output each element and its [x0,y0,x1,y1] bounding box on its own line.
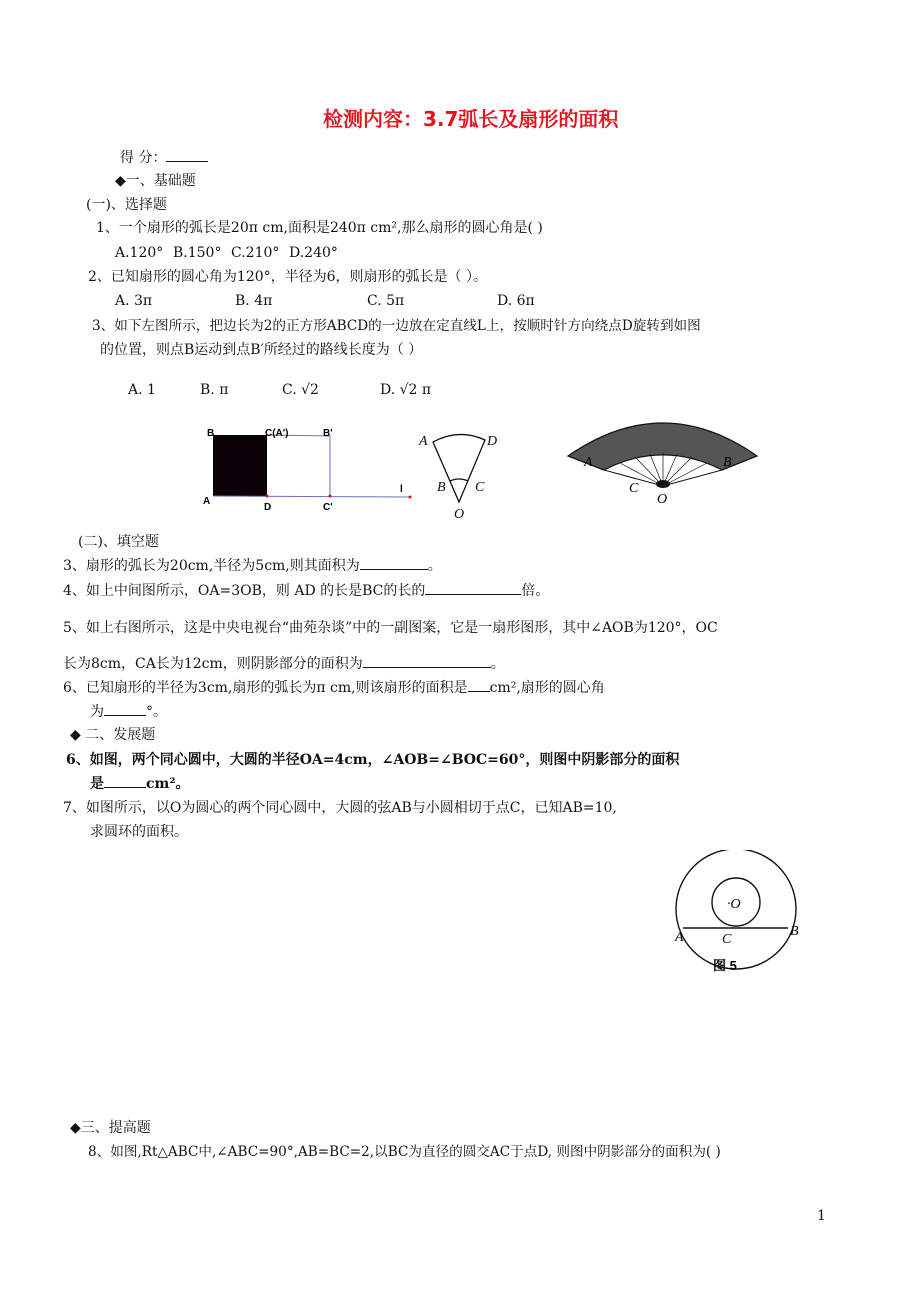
label-a: A [584,455,593,470]
figure-concentric-circles [670,850,800,980]
label-c: C(A') [265,428,289,439]
label-b-prime: B' [323,428,333,439]
label-o: O [657,492,668,507]
question-1: 1、一个扇形的弧长是20π cm,面积是240π cm²,那么扇形的圆心角是( ) [96,220,543,236]
question-text: 6、已知扇形的半径为3cm,扇形的弧长为π cm,则该扇形的面积是 [63,680,468,696]
dev-question-7-line2: 求圆环的面积。 [90,824,188,840]
answer-blank[interactable] [425,582,521,595]
fill-question-3 [63,557,442,575]
option: D. 6π [497,293,535,309]
option: A.120° [115,245,164,261]
question-3-options [128,381,431,399]
punct: °。 [146,704,167,720]
answer-blank[interactable] [468,679,490,692]
figure-fan [568,423,757,507]
question-text: 长为8cm，CA长为12cm，则阴影部分的面积为 [63,656,363,672]
question-text: 是 [90,776,104,792]
answer-blank[interactable] [360,557,428,570]
fill-question-5-line1: 5、如上右图所示，这是中央电视台“曲苑杂谈”中的一副图案，它是一扇形图形，其中∠AOB为120°，OC [63,620,718,636]
option: C. √2 [282,382,319,398]
question-text: 3、扇形的弧长为20cm,半径为5cm,则其面积为 [63,558,360,574]
punct: 。 [490,656,505,672]
label-d: D [264,502,272,513]
label-c: C [629,481,639,496]
question-text: 4、如上中间图所示，OA=3OB，则 AD 的长是BC的长的 [63,583,426,599]
dev-question-6-line2 [90,775,189,793]
figure-caption: 图 5 [713,958,737,973]
score-line [120,149,208,167]
label-l: l [400,484,403,495]
label-a: A [203,496,211,507]
answer-blank[interactable] [104,703,146,716]
figures-row [195,420,775,530]
dev-question-6-line1: 6、如图，两个同心圆中，大圆的半径OA=4cm，∠AOB=∠BOC=60°，则图中阴影部分的面积 [66,752,680,768]
label-b: B [790,924,799,939]
answer-blank[interactable] [363,655,491,668]
label-b: B [723,455,732,470]
subsection-choice: (一)、选择题 [86,197,167,213]
label-a: A [675,930,684,945]
section-heading-development: ◆ 二、发展题 [70,727,156,743]
advanced-question-8: 8、如图,Rt△ABC中,∠ABC=90°,AB=BC=2,以BC为直径的圆交AC于点D, 则图中阴影部分的面积为( ) [88,1144,721,1160]
label-a: A [419,434,428,449]
fill-question-4 [63,582,549,600]
page-title: 检测内容：3.7弧长及扇形的面积 [323,107,619,131]
question-2-options [115,292,535,310]
question-text: 为 [90,704,104,720]
label-o: O [454,507,465,522]
dev-question-7-line1: 7、如图所示，以O为圆心的两个同心圆中，大圆的弦AB与小圆相切于点C，已知AB=10, [63,800,617,816]
label-c: C [475,480,485,495]
label-c: C [722,932,732,947]
question-text: cm²。 [146,776,190,792]
subsection-fill-blank: (二)、填空题 [78,534,159,550]
figure-sector-abcd [418,434,497,522]
question-2: 2、已知扇形的圆心角为120°，半径为6，则扇形的弧长是（ ）。 [88,269,487,285]
punct: 。 [427,558,442,574]
figure-square-rotation [203,428,412,513]
option: A. 1 [128,382,156,398]
option: B. π [200,382,229,398]
question-text: cm²,扇形的圆心角 [489,680,605,696]
label-b: B [437,480,446,495]
label-b: B [207,428,215,439]
section-heading-advanced: ◆三、提高题 [70,1120,151,1136]
option: A. 3π [115,293,153,309]
punct: 倍。 [521,583,550,599]
label-d: D [487,434,498,449]
fill-question-6-line2 [90,703,167,721]
score-label: 得 分： [120,150,167,166]
question-3-line1: 3、如下左图所示，把边长为2的正方形ABCD的一边放在定直线L上，按顺时针方向绕点D旋转到如图 [92,318,701,334]
option: D.240° [289,245,338,261]
question-3-line2: 的位置，则点B运动到点B′所经过的路线长度为（ ） [100,342,423,358]
answer-blank[interactable] [104,775,146,788]
option: D. √2 π [380,382,432,398]
question-1-options [115,244,338,262]
option: B.150° [173,245,222,261]
option: C. 5π [367,293,405,309]
fill-question-6-line1 [63,679,605,697]
page-number: 1 [817,1208,826,1224]
option: C.210° [231,245,280,261]
option: B. 4π [235,293,273,309]
label-c-prime: C' [323,502,333,513]
section-heading-basic: ◆一、基础题 [115,173,196,189]
score-blank[interactable] [166,149,208,162]
label-o: ·O [727,897,741,912]
fill-question-5-line2 [63,655,505,673]
